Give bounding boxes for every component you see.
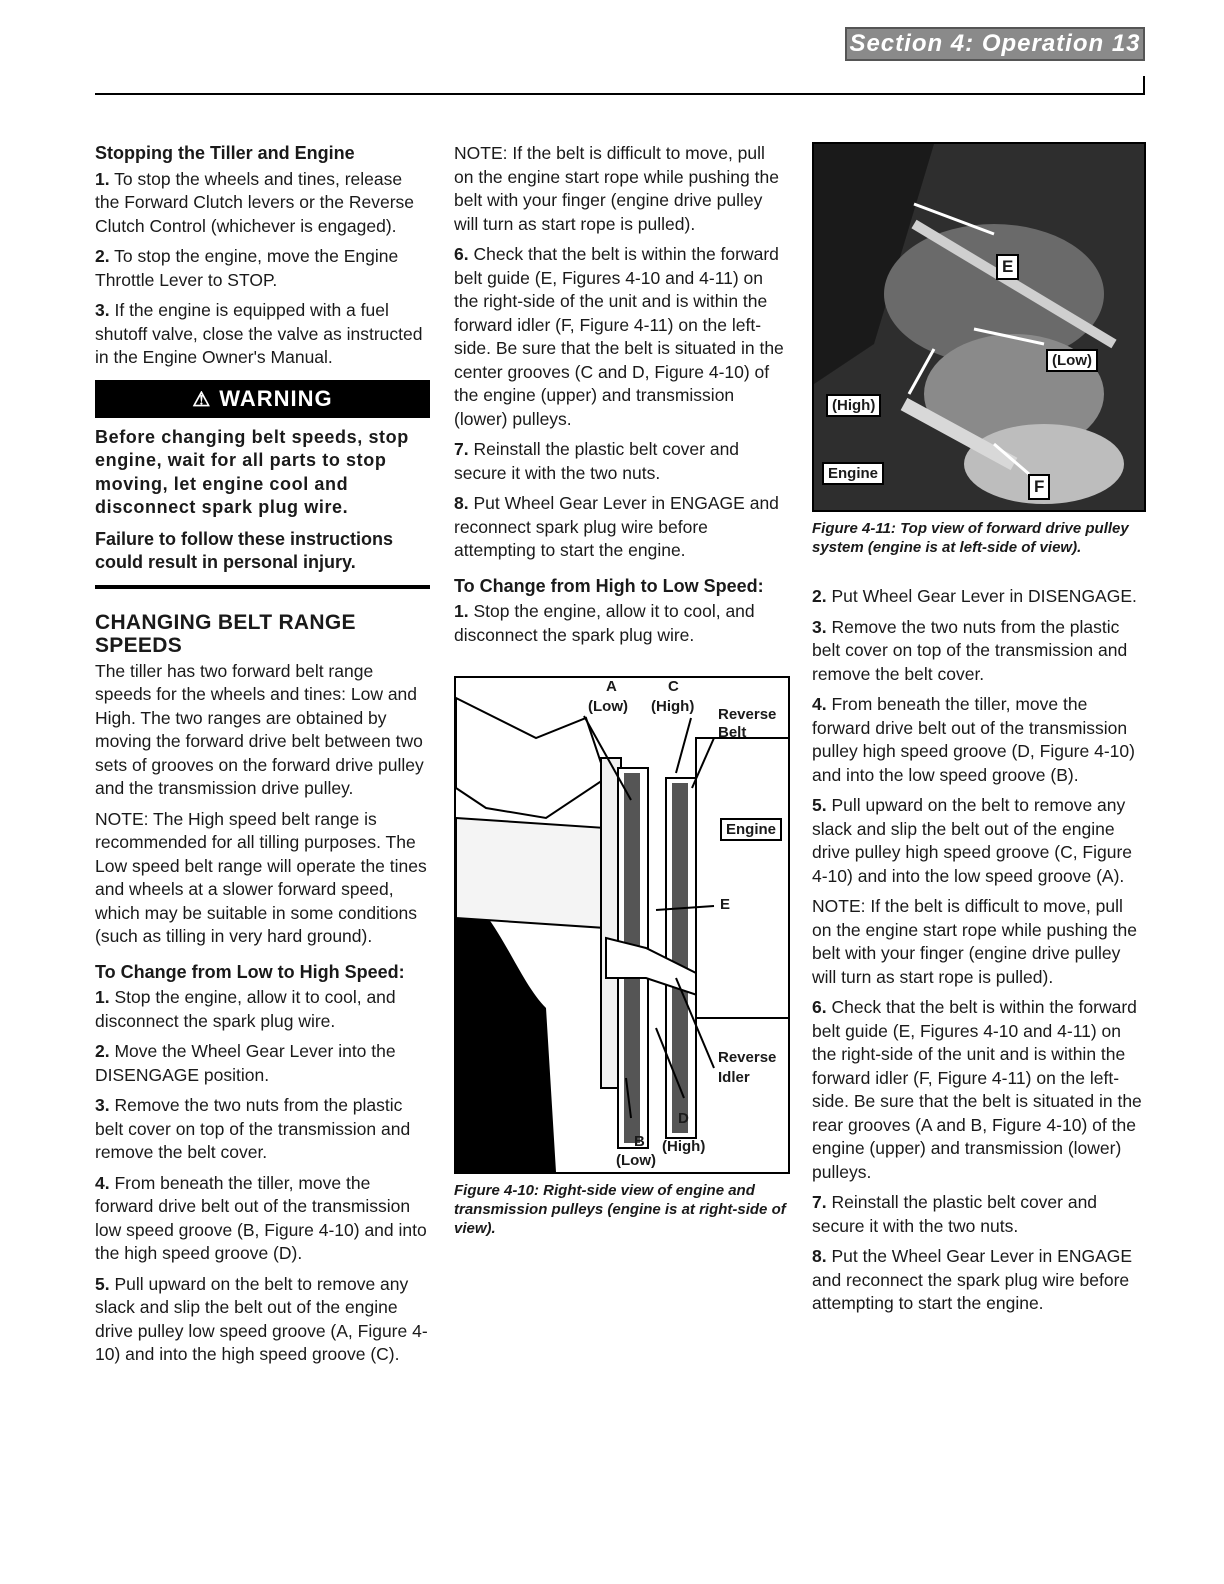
section-header: Section 4: Operation 13 bbox=[845, 27, 1145, 61]
label-e: E bbox=[996, 254, 1019, 280]
high-low-step: 2. Put Wheel Gear Lever in DISENGAGE. bbox=[812, 586, 1137, 606]
warning-consequence: Failure to follow these instructions could result in personal injury. bbox=[95, 528, 394, 572]
low-high-step: 6. Check that the belt is within the forward belt guide (E, Figures 4-10 and 4-11) on the right-side of the unit and is within the forward idler (F, Figure 4-11) on the left-side. Be sure that the belt is situated in the center grooves (C and D, Figure 4-10) of the engine (upper) and transmission (lower) pulleys. bbox=[454, 244, 784, 429]
warning-label: WARNING bbox=[219, 385, 333, 411]
label-engine: Engine bbox=[822, 462, 884, 485]
label-engine: Engine bbox=[720, 818, 782, 841]
figure-4-11 bbox=[812, 142, 1146, 512]
label-reverse-idler: Reverse Idler bbox=[718, 1049, 777, 1086]
high-low-step: 5. Pull upward on the belt to remove any slack and slip the belt out of the engine drive pulley high speed groove (C, Figure 4-10) and into the low speed groove (A). bbox=[812, 795, 1133, 886]
warning-text: Before changing belt speeds, stop engine, wait for all parts to stop moving, let engine cool and disconnect spark plug wire. bbox=[95, 426, 409, 517]
high-low-step: 6. Check that the belt is within the forward belt guide (E, Figures 4-10 and 4-11) on the right-side of the unit and is within the forward idler (F, Figure 4-11) on the left-side. Be sure that the belt is situated in the rear grooves (A and B, Figure 4-10) of the engine (upper) and transmission (lower) pulleys. bbox=[812, 997, 1142, 1182]
label-high: (High) bbox=[651, 698, 695, 715]
belt-range-heading: CHANGING BELT RANGE SPEEDS bbox=[95, 610, 356, 657]
figure-4-10 bbox=[454, 676, 790, 1174]
belt-right bbox=[672, 783, 688, 1133]
label-low: (Low) bbox=[1046, 349, 1098, 372]
pulley-photo bbox=[814, 144, 1144, 510]
belt-note: NOTE: The High speed belt range is recommended for all tilling purposes. The Low speed belt range will operate the tines and wheels at a slower forward speed, which may be suitable in some conditions (such as tilling in very hard ground). bbox=[95, 808, 427, 946]
low-high-step: 7. Reinstall the plastic belt cover and secure it with the two nuts. bbox=[454, 439, 740, 483]
header-rule bbox=[95, 93, 1145, 95]
label-b: B bbox=[634, 1133, 645, 1150]
engine-block bbox=[696, 738, 788, 1018]
label-e: E bbox=[720, 896, 731, 913]
stop-step: 1. To stop the wheels and tines, release the Forward Clutch levers or the Reverse Clutch Control (whichever is engaged). bbox=[95, 168, 415, 236]
high-low-step: 1. Stop the engine, allow it to cool, and disconnect the spark plug wire. bbox=[454, 601, 755, 645]
low-high-step: 5. Pull upward on the belt to remove any slack and slip the belt out of the engine drive pulley low speed groove (A, Figure 4-10) and into the high speed groove (C). bbox=[95, 1273, 428, 1364]
high-to-low-heading: To Change from High to Low Speed: bbox=[454, 575, 764, 596]
label-f: F bbox=[1028, 474, 1050, 500]
pointer-line bbox=[676, 718, 691, 773]
low-high-step: 1. Stop the engine, allow it to cool, and disconnect the spark plug wire. bbox=[95, 987, 396, 1031]
frame-bracket bbox=[456, 698, 606, 818]
low-high-step: 2. Move the Wheel Gear Lever into the DISENGAGE position. bbox=[95, 1041, 396, 1085]
label-d: D bbox=[678, 1110, 689, 1127]
high-low-step: 7. Reinstall the plastic belt cover and secure it with the two nuts. bbox=[812, 1192, 1098, 1236]
low-high-step: 3. Remove the two nuts from the plastic belt cover on top of the transmission and remove the belt cover. bbox=[95, 1095, 411, 1162]
label-c: C bbox=[668, 678, 679, 695]
label-a: A bbox=[606, 678, 617, 695]
belt-move-note: NOTE: If the belt is difficult to move, pull on the engine start rope while pushing the belt with your finger (engine drive pulley will turn as start rope is pulled). bbox=[812, 896, 1137, 987]
transmission-block bbox=[456, 818, 606, 928]
warning-triangle-icon: ⚠ bbox=[192, 388, 212, 411]
label-high: (High) bbox=[826, 394, 881, 417]
pulley-diagram bbox=[456, 678, 788, 1172]
warning-rule bbox=[95, 585, 430, 589]
belt-intro: The tiller has two forward belt range speeds for the wheels and tines: Low and High. The two ranges are obtained by moving the forward drive belt between two sets of grooves on the forward drive pulley and the transmission drive pulley. bbox=[95, 660, 424, 798]
stop-step: 3. If the engine is equipped with a fuel shutoff valve, close the valve as instructed in the Engine Owner's Manual. bbox=[95, 300, 423, 367]
low-to-high-heading: To Change from Low to High Speed: bbox=[95, 961, 405, 982]
low-high-step: 8. Put Wheel Gear Lever in ENGAGE and reconnect spark plug wire before attempting to start the engine. bbox=[454, 493, 779, 560]
column-3 bbox=[812, 585, 1146, 1323]
high-low-step: 8. Put the Wheel Gear Lever in ENGAGE and reconnect the spark plug wire before attempting to start the engine. bbox=[812, 1246, 1133, 1313]
stopping-heading: Stopping the Tiller and Engine bbox=[95, 143, 355, 163]
tire-shape bbox=[456, 888, 556, 1172]
low-high-step: 4. From beneath the tiller, move the forward drive belt out of the transmission low speed groove (B, Figure 4-10) and into the high speed groove (D). bbox=[95, 1172, 427, 1263]
figure-4-10-caption: Figure 4-10: Right-side view of engine and transmission pulleys (engine is at right-side of view). bbox=[454, 1182, 786, 1237]
warning-banner bbox=[95, 380, 430, 418]
label-low: (Low) bbox=[588, 698, 628, 715]
label-low-2: (Low) bbox=[616, 1152, 656, 1169]
column-1 bbox=[95, 142, 430, 1374]
label-high-2: (High) bbox=[662, 1138, 706, 1155]
belt-move-note: NOTE: If the belt is difficult to move, pull on the engine start rope while pushing the belt with your finger (engine drive pulley will turn as start rope is pulled). bbox=[454, 143, 779, 234]
label-reverse-belt: Reverse Belt bbox=[718, 706, 777, 741]
high-low-step: 4. From beneath the tiller, move the forward drive belt out of the transmission pulley high speed groove (D, Figure 4-10) and into the low speed groove (B). bbox=[812, 694, 1135, 785]
column-2 bbox=[454, 142, 788, 654]
high-low-step: 3. Remove the two nuts from the plastic belt cover on top of the transmission and remove the belt cover. bbox=[812, 616, 1128, 684]
stop-step: 2. To stop the engine, move the Engine Throttle Lever to STOP. bbox=[95, 246, 399, 290]
figure-4-11-caption: Figure 4-11: Top view of forward drive pulley system (engine is at left-side of view). bbox=[812, 520, 1129, 556]
